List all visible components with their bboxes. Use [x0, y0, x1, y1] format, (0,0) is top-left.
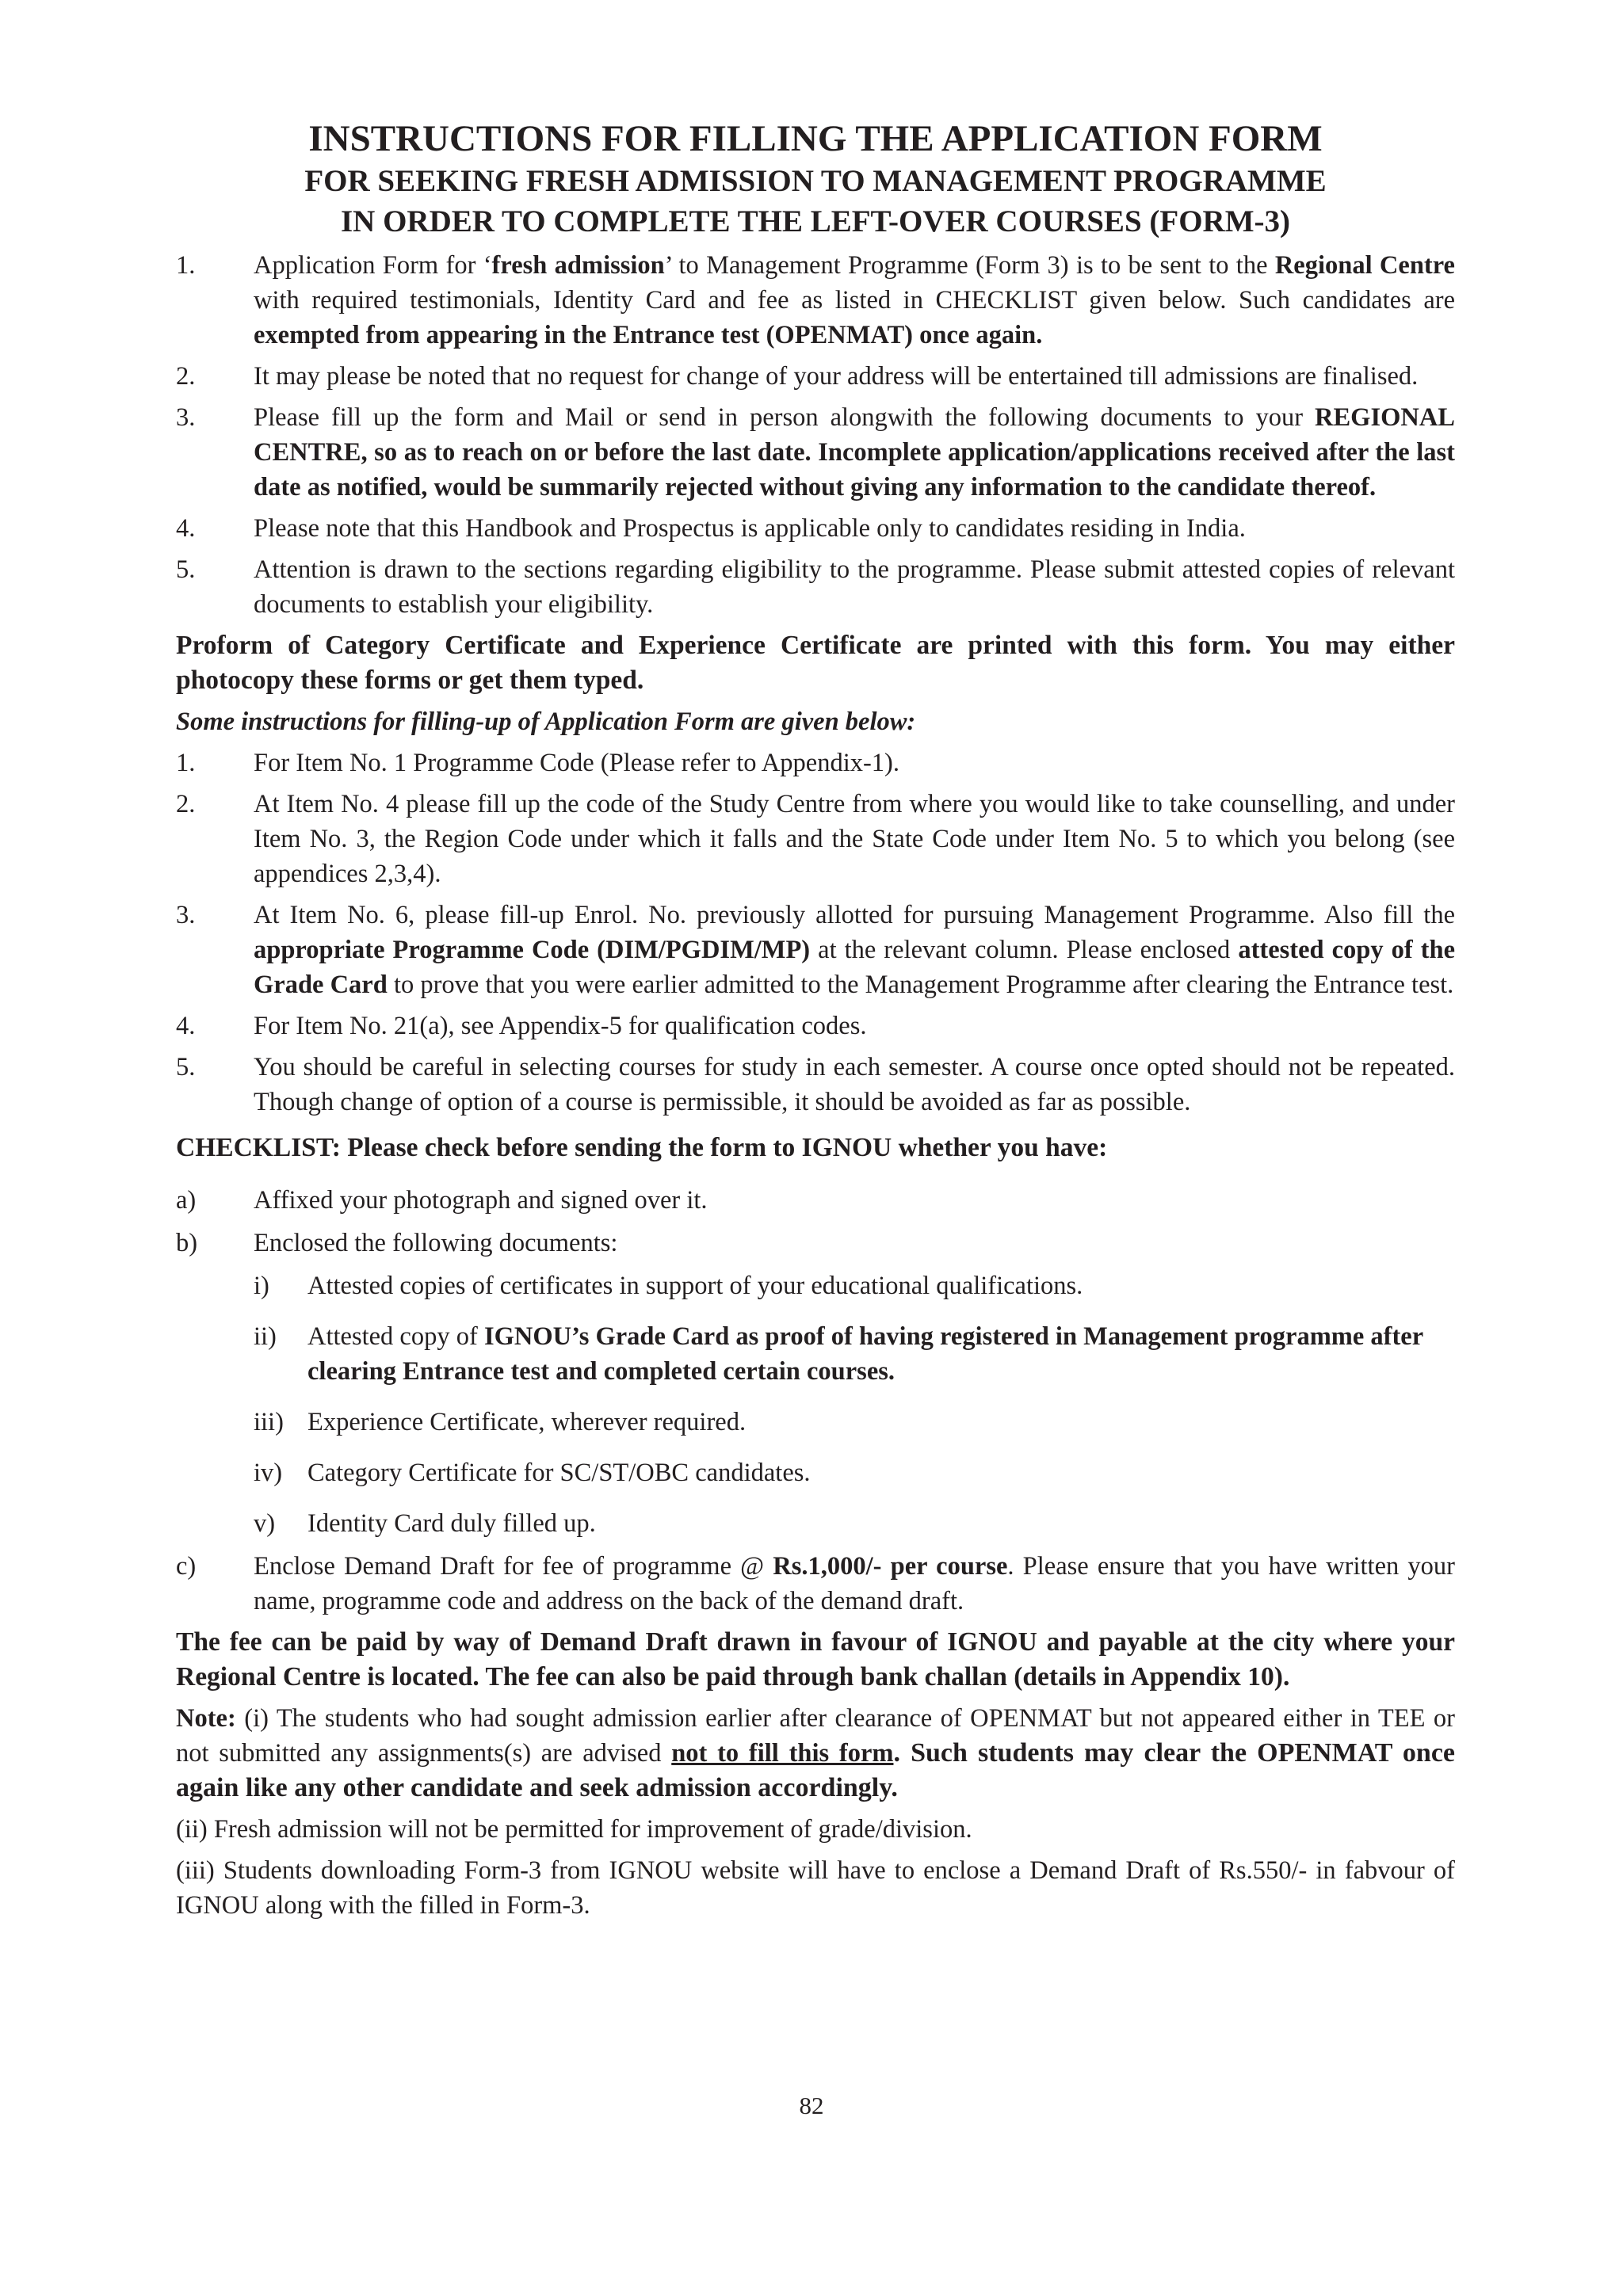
checklist-sub-ii: ii) Attested copy of IGNOU’s Grade Card as proof of having registered in Management programme after clearing Entrance test and completed certain courses.	[176, 1319, 1455, 1389]
main-item-5: 5. Attention is drawn to the sections regarding eligibility to the programme. Please submit attested copies of relevant documents to establish your eligibility.	[176, 552, 1455, 622]
checklist-item-b: b) Enclosed the following documents:	[176, 1226, 1455, 1261]
page-subtitle-2: IN ORDER TO COMPLETE THE LEFT-OVER COURSES (FORM-3)	[341, 204, 1290, 238]
checklist-sub-iv: iv) Category Certificate for SC/ST/OBC candidates.	[176, 1455, 1455, 1490]
note-iii: (iii) Students downloading Form-3 from IGNOU website will have to enclose a Demand Draft of Rs.550/- in fabvour of IGNOU along with the filled in Form-3.	[176, 1856, 1455, 1920]
sub-number: v)	[254, 1509, 276, 1539]
item-number: 4.	[176, 1012, 196, 1041]
sub-number: ii)	[254, 1322, 277, 1352]
note-underlined: not to fill this form	[671, 1739, 894, 1768]
checklist-item-a: a) Affixed your photograph and signed over it.	[176, 1183, 1455, 1218]
fee-note: The fee can be paid by way of Demand Draft drawn in favour of IGNOU and payable at the city where your Regional Centre is located. The fee can also be paid through bank challan (details in Appendix 10).	[176, 1627, 1455, 1692]
instructions-heading: Some instructions for filling-up of Application Form are given below:	[176, 707, 916, 737]
item-number: 5.	[176, 1053, 196, 1082]
note-label: Note:	[176, 1704, 236, 1733]
checklist-item-c: c) Enclose Demand Draft for fee of programme @ Rs.1,000/- per course. Please ensure that you have written your name, programme code and address on the back of the demand draft.	[176, 1549, 1455, 1619]
item-number: 4.	[176, 514, 196, 543]
main-item-1: 1. Application Form for ‘fresh admission’ to Management Programme (Form 3) is to be sent to the Regional Centre with required testimonials, Identity Card and fee as listed in CHECKLIST given below. Such candidates are exempted from appearing in the Entrance test (OPENMAT) once again.	[176, 248, 1455, 353]
item-number: 3.	[176, 901, 196, 930]
sub-number: iv)	[254, 1459, 283, 1488]
item-letter: c)	[176, 1552, 197, 1581]
item-number: 2.	[176, 790, 196, 819]
item-number: 1.	[176, 749, 196, 778]
main-item-3: 3. Please fill up the form and Mail or send in person alongwith the following documents to your REGIONAL CENTRE, so as to reach on or before the last date. Incomplete application/applications received after the last date as notified, would be summarily rejected without giving any information to the candidate thereof.	[176, 400, 1455, 505]
note-ii: (ii) Fresh admission will not be permitted for improvement of grade/division.	[176, 1815, 972, 1844]
page-subtitle-1: FOR SEEKING FRESH ADMISSION TO MANAGEMENT PROGRAMME	[304, 163, 1327, 198]
item-letter: a)	[176, 1186, 197, 1215]
proforma-note: Proform of Category Certificate and Experience Certificate are printed with this form. You may either photocopy these forms or get them typed.	[176, 631, 1455, 696]
item-number: 5.	[176, 555, 196, 585]
instruction-item-5: 5. You should be careful in selecting courses for study in each semester. A course once opted should not be repeated. Though change of option of a course is permissible, it should be avoided as far as possible.	[176, 1050, 1455, 1119]
page-title: INSTRUCTIONS FOR FILLING THE APPLICATION FORM	[308, 118, 1323, 159]
main-item-2: 2. It may please be noted that no request for change of your address will be entertained till admissions are finalised.	[176, 359, 1455, 394]
instruction-item-3: 3. At Item No. 6, please fill-up Enrol. No. previously allotted for pursuing Management Programme. Also fill the appropriate Programme Code (DIM/PGDIM/MP) at the relevant column. Please enclosed attested copy of the Grade Card to prove that you were earlier admitted to the Management Programme after clearing the Entrance test.	[176, 898, 1455, 1002]
checklist-sub-v: v) Identity Card duly filled up.	[176, 1506, 1455, 1541]
document-page	[176, 119, 1455, 1929]
item-number: 2.	[176, 362, 196, 391]
main-item-4: 4. Please note that this Handbook and Prospectus is applicable only to candidates residing in India.	[176, 511, 1455, 546]
note-i: Note: (i) The students who had sought admission earlier after clearance of OPENMAT but not appeared either in TEE or not submitted any assignments(s) are advised not to fill this form. Such students may clear the OPENMAT once again like any other candidate and seek admission accordingly.	[176, 1704, 1455, 1803]
page-number: 82	[799, 2092, 824, 2119]
item-letter: b)	[176, 1229, 198, 1258]
sub-number: i)	[254, 1272, 269, 1301]
checklist-heading: CHECKLIST: Please check before sending the form to IGNOU whether you have:	[176, 1133, 1108, 1163]
checklist-sub-i: i) Attested copies of certificates in support of your educational qualifications.	[176, 1268, 1455, 1303]
sub-number: iii)	[254, 1408, 284, 1437]
instruction-item-2: 2. At Item No. 4 please fill up the code of the Study Centre from where you would like to take counselling, and under Item No. 3, the Region Code under which it falls and the State Code under Item No. 5 to which you belong (see appendices 2,3,4).	[176, 787, 1455, 891]
instruction-item-1: 1. For Item No. 1 Programme Code (Please refer to Appendix-1).	[176, 746, 1455, 780]
item-number: 1.	[176, 251, 196, 280]
item-number: 3.	[176, 403, 196, 433]
checklist-sub-iii: iii) Experience Certificate, wherever required.	[176, 1405, 1455, 1440]
instruction-item-4: 4. For Item No. 21(a), see Appendix-5 for qualification codes.	[176, 1009, 1455, 1043]
